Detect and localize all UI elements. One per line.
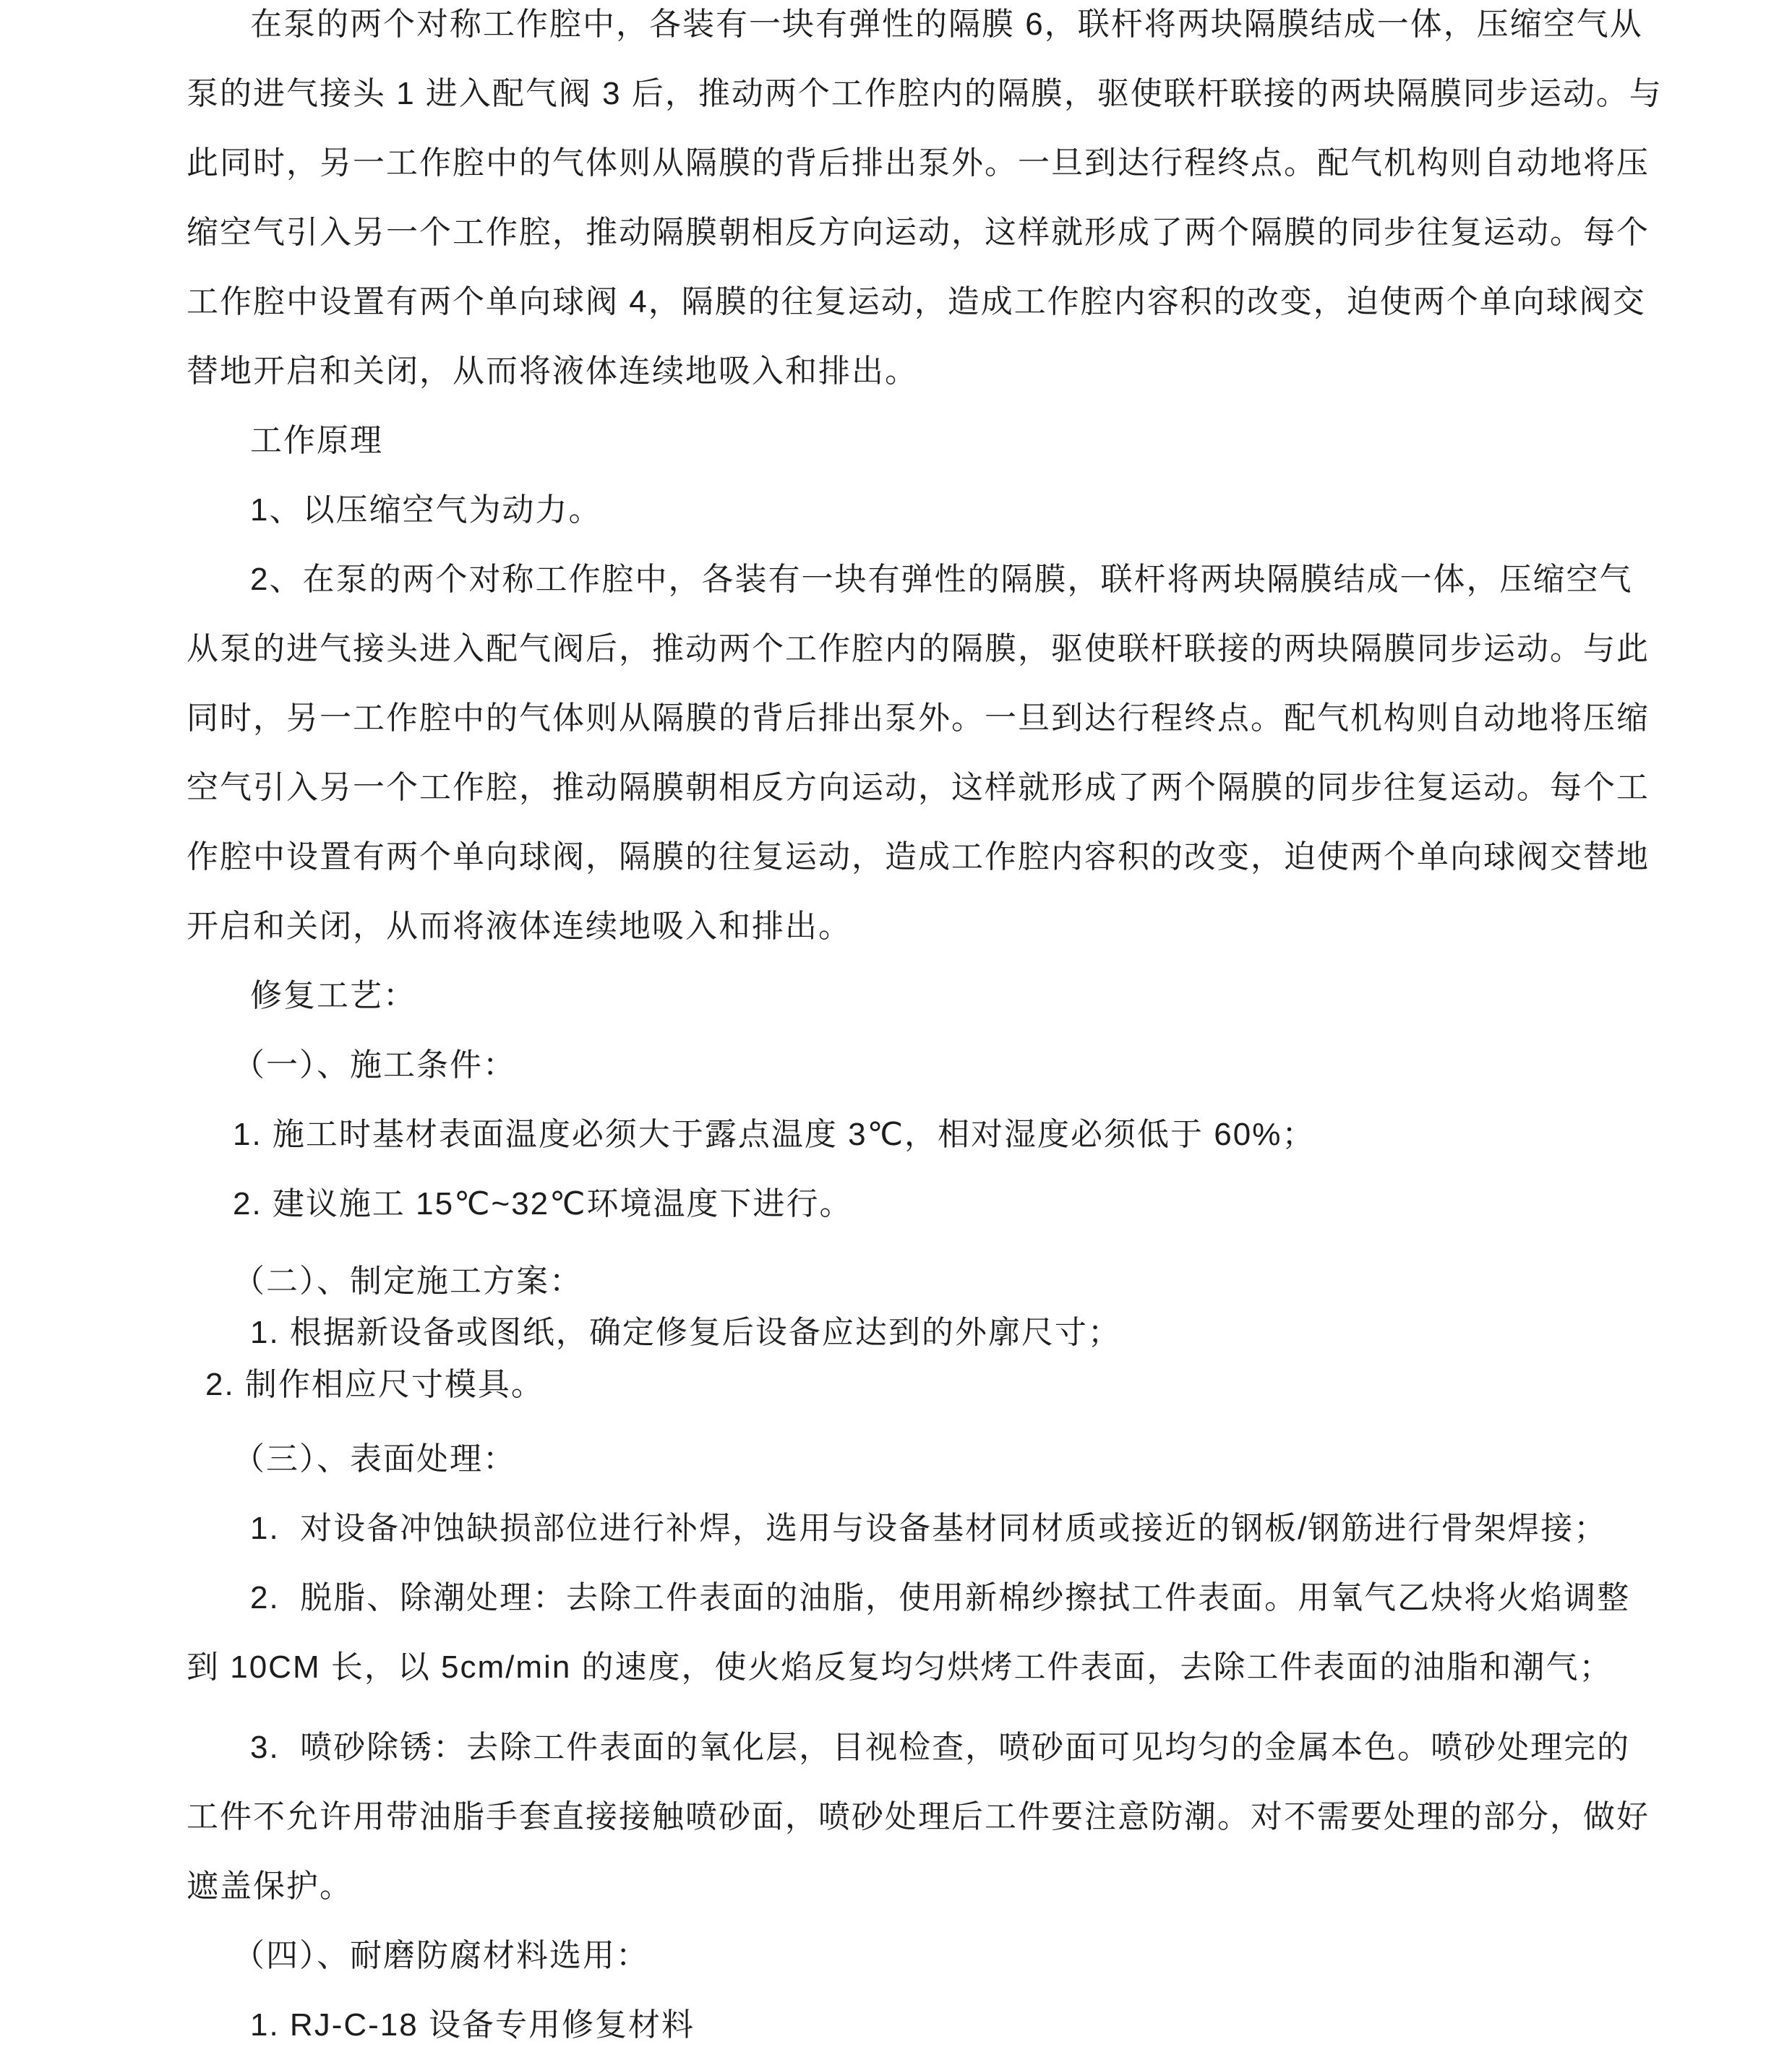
section-title-surface-treatment: （三）、表面处理：	[233, 1441, 516, 1477]
text-line: 此同时，另一工作腔中的气体则从隔膜的背后排出泵外。一旦到达行程终点。配气机构则自动地将压	[187, 145, 1650, 181]
list-item-repair-material: 1. RJ-C-18 设备专用修复材料	[250, 2007, 695, 2043]
list-item-sandblasting: 3. 喷砂除锈：去除工件表面的氧化层，目视检查，喷砂面可见均匀的金属本色。喷砂处理完的	[250, 1730, 1631, 1765]
text-line: 同时，另一工作腔中的气体则从隔膜的背后排出泵外。一旦到达行程终点。配气机构则自动地将压缩	[187, 700, 1650, 736]
heading-working-principle: 工作原理	[250, 423, 383, 458]
text-line: 泵的进气接头 1 进入配气阀 3 后，推动两个工作腔内的隔膜，驱使联杆联接的两块隔膜同步运动。与	[187, 76, 1663, 111]
list-item-ambient-temperature: 2. 建议施工 15℃~32℃环境温度下进行。	[233, 1186, 853, 1222]
text-line: 开启和关闭，从而将液体连续地吸入和排出。	[187, 909, 852, 944]
text-line: 缩空气引入另一个工作腔，推动隔膜朝相反方向运动，这样就形成了两个隔膜的同步往复运动。每个	[187, 215, 1650, 250]
list-item-degreasing: 2. 脱脂、除潮处理：去除工件表面的油脂，使用新棉纱擦拭工件表面。用氧气乙炔将火焰调整	[250, 1580, 1631, 1615]
section-title-construction-conditions: （一）、施工条件：	[233, 1047, 516, 1083]
text-line: 替地开启和关闭，从而将液体连续地吸入和排出。	[187, 353, 918, 389]
text-line: 工件不允许用带油脂手套直接接触喷砂面，喷砂处理后工件要注意防潮。对不需要处理的部分，做好	[187, 1799, 1650, 1834]
list-item-power-source: 1、以压缩空气为动力。	[250, 492, 602, 528]
list-item-surface-temperature: 1. 施工时基材表面温度必须大于露点温度 3℃，相对湿度必须低于 60%；	[233, 1117, 1316, 1152]
text-line: 工作腔中设置有两个单向球阀 4，隔膜的往复运动，造成工作腔内容积的改变，迫使两个单向球阀交	[187, 284, 1646, 319]
list-item-mold: 2. 制作相应尺寸模具。	[205, 1367, 544, 1402]
text-line: 遮盖保护。	[187, 1868, 353, 1904]
text-line: 作腔中设置有两个单向球阀，隔膜的往复运动，造成工作腔内容积的改变，迫使两个单向球阀交替地	[187, 839, 1650, 875]
section-title-material-selection: （四）、耐磨防腐材料选用：	[233, 1938, 649, 1973]
list-item-welding: 1. 对设备冲蚀缺损部位进行补焊，选用与设备基材同材质或接近的钢板/钢筋进行骨架焊接；	[250, 1511, 1608, 1546]
list-item-principle: 2、在泵的两个对称工作腔中，各装有一块有弹性的隔膜，联杆将两块隔膜结成一体，压缩空气	[250, 562, 1633, 597]
text-line: 在泵的两个对称工作腔中，各装有一块有弹性的隔膜 6，联杆将两块隔膜结成一体，压缩空气从	[250, 7, 1643, 42]
heading-repair-process: 修复工艺：	[250, 978, 416, 1013]
text-line: 空气引入另一个工作腔，推动隔膜朝相反方向运动，这样就形成了两个隔膜的同步往复运动。每个工	[187, 770, 1650, 805]
text-line: 从泵的进气接头进入配气阀后，推动两个工作腔内的隔膜，驱使联杆联接的两块隔膜同步运动。与此	[187, 631, 1650, 666]
section-title-construction-plan: （二）、制定施工方案：	[233, 1263, 583, 1299]
list-item-dimensions: 1. 根据新设备或图纸，确定修复后设备应达到的外廓尺寸；	[250, 1315, 1121, 1350]
text-line: 到 10CM 长，以 5cm/min 的速度，使火焰反复均匀烘烤工件表面，去除工件表面的油脂和潮气；	[187, 1649, 1613, 1685]
